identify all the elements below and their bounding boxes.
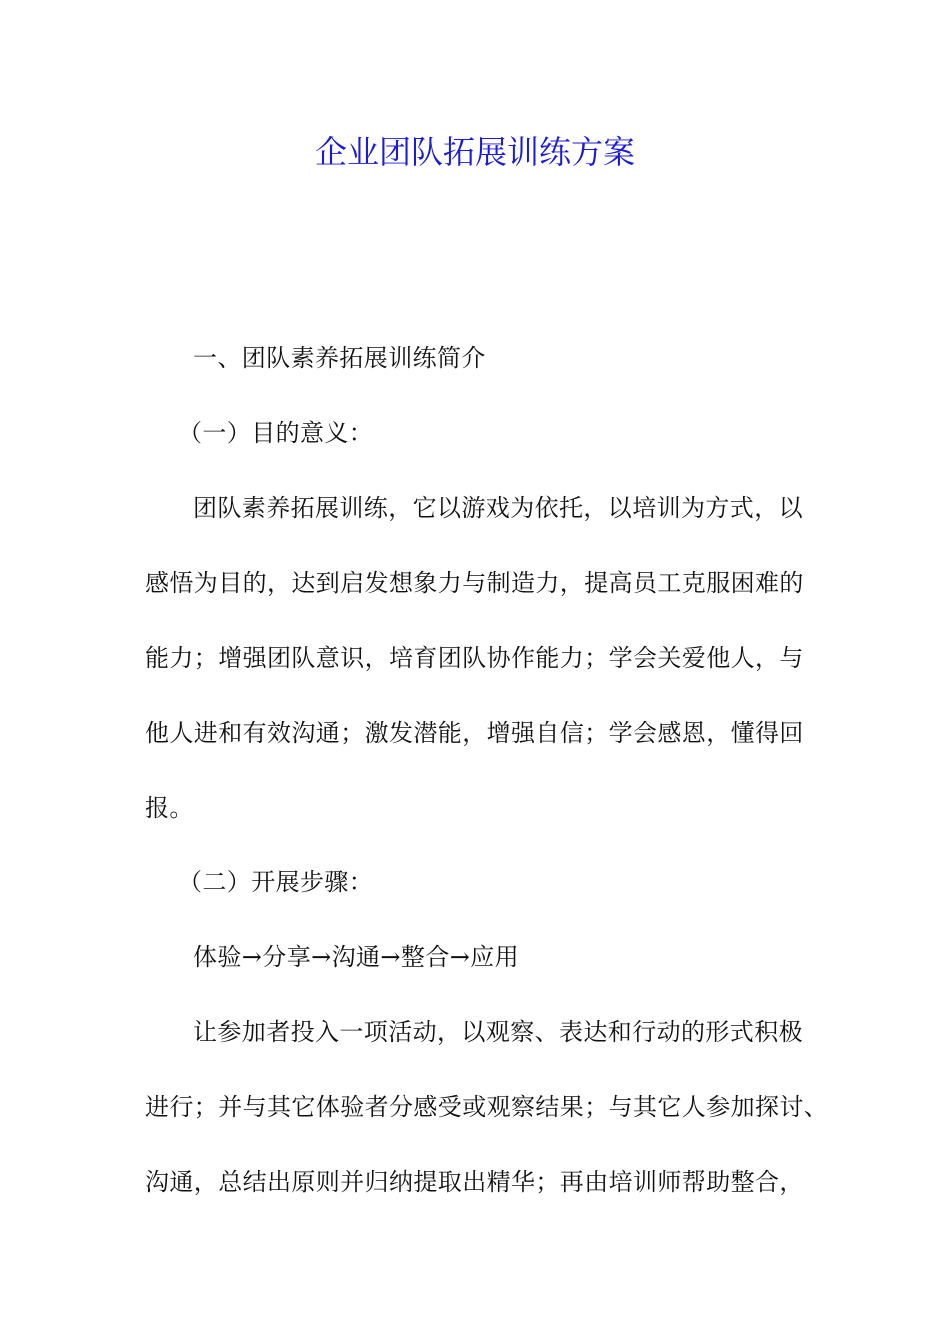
paragraph-line: 团队素养拓展训练，它以游戏为依托，以培训为方式，以: [193, 494, 803, 522]
paragraph-line: 能力；增强团队意识，培育团队协作能力；学会关爱他人，与: [145, 644, 804, 672]
paragraph-line: 进行；并与其它体验者分感受或观察结果；与其它人参加探讨、: [145, 1093, 829, 1121]
paragraph-line: 他人进和有效沟通；激发潜能，增强自信；学会感恩，懂得回: [145, 719, 804, 747]
paragraph-line: 报。: [145, 794, 194, 822]
paragraph-line: 沟通，总结出原则并归纳提取出精华；再由培训师帮助整合，: [145, 1168, 804, 1196]
subsection-heading: （二）开展步骤：: [178, 868, 374, 896]
section-heading: 一、团队素养拓展训练简介: [193, 344, 486, 372]
steps-line: 体验→分享→沟通→整合→应用: [193, 943, 520, 971]
paragraph-line: 让参加者投入一项活动，以观察、表达和行动的形式积极: [193, 1018, 803, 1046]
subsection-heading: （一）目的意义：: [178, 419, 374, 447]
paragraph-line: 感悟为目的，达到启发想象力与制造力，提高员工克服困难的: [145, 569, 804, 597]
document-title: 企业团队拓展训练方案: [314, 133, 635, 171]
